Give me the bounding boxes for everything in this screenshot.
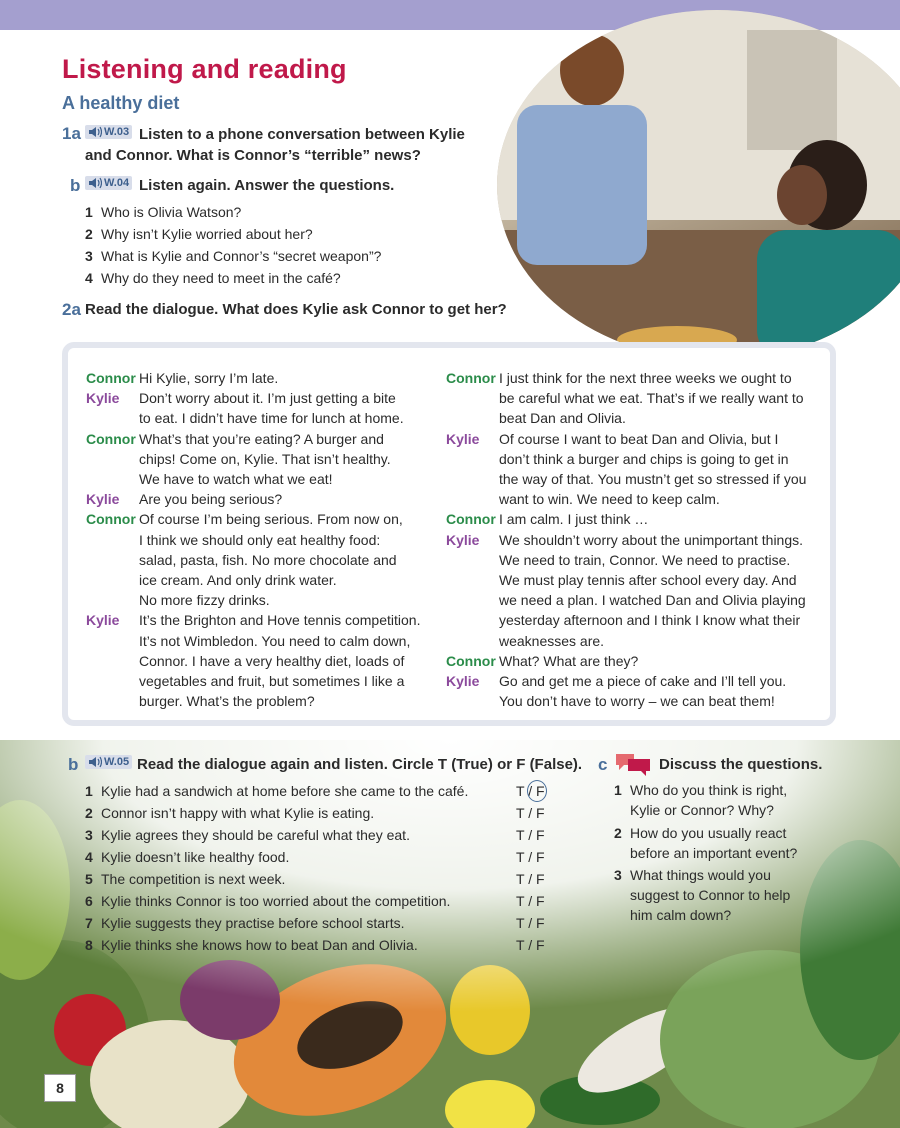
speaker-name: Connor (86, 430, 136, 447)
question-item (85, 202, 241, 222)
statement-item (85, 913, 404, 933)
statement-number: 7 (85, 915, 93, 931)
dialogue-line (446, 671, 826, 711)
dialogue-text: Hi Kylie, sorry I’m late. (139, 370, 279, 386)
question-number: 1 (85, 204, 93, 220)
dialogue-line (86, 489, 426, 509)
statement-text: Kylie suggests they practise before school starts. (101, 915, 405, 931)
speaker-name: Kylie (446, 531, 480, 548)
speaker-icon (88, 126, 102, 138)
question-text: Why isn’t Kylie worried about her? (101, 226, 313, 242)
exercise-1a-instruction-line2: and Connor. What is Connor’s “terrible” news? (85, 147, 421, 164)
speaker-name: Connor (86, 370, 136, 386)
dialogue-text: Don’t worry about it. I’m just getting a bite to eat. I didn’t have time for lunch at home. (139, 390, 404, 427)
cafe-photo (497, 10, 900, 360)
audio-track-w03-button[interactable] (85, 125, 132, 139)
dialogue-line (446, 651, 826, 671)
discussion-question (614, 865, 790, 925)
speaker-name: Kylie (446, 673, 480, 690)
audio-track-w04-button[interactable] (85, 176, 132, 190)
exercise-2c-number: c (598, 755, 608, 774)
statement-text: Connor isn’t happy with what Kylie is eating. (101, 805, 375, 821)
answer-circle-mark (527, 780, 547, 802)
question-text-line: Kylie or Connor? Why? (630, 802, 774, 818)
true-false-choice[interactable]: T / F (516, 871, 545, 887)
statement-text: Kylie agrees they should be careful what they eat. (101, 827, 410, 843)
question-item (85, 268, 341, 288)
question-text-line: What things would you (630, 867, 771, 883)
statement-text: Kylie doesn’t like healthy food. (101, 849, 290, 865)
question-number: 3 (85, 248, 93, 264)
page-title: Listening and reading (62, 54, 347, 84)
statement-number: 6 (85, 893, 93, 909)
statement-item (85, 869, 285, 889)
true-false-choice[interactable]: T / F (516, 827, 545, 843)
dialogue-box (62, 342, 836, 726)
speaker-name: Connor (86, 511, 136, 528)
statement-item (85, 803, 374, 823)
audio-track-label: W.05 (104, 756, 130, 768)
dialogue-text: What? What are they? (499, 652, 639, 669)
audio-track-label: W.03 (104, 126, 130, 138)
section-subtitle: A healthy diet (62, 93, 180, 113)
question-number: 2 (614, 825, 622, 841)
exercise-2c-instruction: Discuss the questions. (659, 756, 823, 773)
dialogue-text: I am calm. I just think … (499, 511, 649, 528)
dialogue-line (86, 368, 426, 388)
dialogue-line (86, 610, 426, 711)
true-false-choice[interactable]: T / F (516, 915, 545, 931)
speaker-name: Kylie (86, 491, 120, 508)
dialogue-text: Of course I’m being serious. From now on, I think we should only eat healthy food: salad, pasta, fish. No more chocolate and ice cream. And only drink water. No more fizzy drinks. (139, 511, 403, 609)
exercise-2b-number: b (68, 755, 79, 774)
question-text: What is Kylie and Connor’s “secret weapon”? (101, 248, 382, 264)
statement-number: 1 (85, 783, 93, 799)
question-text-line: Who do you think is right, (630, 782, 788, 798)
exercise-1b-number: b (70, 176, 81, 195)
question-number: 1 (614, 782, 622, 798)
question-text-line: before an important event? (630, 845, 798, 861)
question-text: Who is Olivia Watson? (101, 204, 242, 220)
statement-number: 5 (85, 871, 93, 887)
question-item (85, 224, 313, 244)
question-item (85, 246, 381, 266)
dialogue-text: It’s the Brighton and Hove tennis competition. It’s not Wimbledon. You need to calm down, Connor. I have a very healthy diet, loads of vegetables and fruit, but sometimes I like a burger. What’s the problem? (139, 612, 421, 710)
speaker-name: Kylie (86, 390, 120, 407)
statement-text: Kylie thinks Connor is too worried about the competition. (101, 893, 451, 909)
exercise-1a-instruction-line1: Listen to a phone conversation between Kylie (139, 126, 465, 143)
dialogue-text: Go and get me a piece of cake and I’ll tell you. You don’t have to worry – we can beat them! (499, 673, 787, 710)
statement-item (85, 891, 450, 911)
true-false-choice[interactable]: T / F (516, 849, 545, 865)
speaker-name: Kylie (86, 612, 120, 629)
dialogue-line (446, 509, 826, 529)
dialogue-text: What’s that you’re eating? A burger and chips! Come on, Kylie. That isn’t healthy. We have to watch what we eat! (139, 430, 391, 488)
true-false-choice[interactable]: T / F (516, 783, 545, 799)
dialogue-right-column (446, 368, 826, 711)
speaker-name: Kylie (446, 430, 480, 447)
dialogue-line (86, 509, 426, 610)
question-text: Why do they need to meet in the café? (101, 270, 341, 286)
page-number: 8 (44, 1074, 76, 1102)
statement-item (85, 935, 418, 955)
speaker-name: Connor (446, 370, 496, 386)
speaker-icon (88, 177, 102, 189)
audio-track-w05-button[interactable] (85, 755, 132, 769)
question-number: 4 (85, 270, 93, 286)
statement-item (85, 781, 468, 801)
dialogue-line (446, 530, 826, 651)
speaker-icon (88, 756, 102, 768)
dialogue-line (86, 388, 426, 428)
dialogue-left-column (86, 368, 426, 711)
discussion-question (614, 823, 797, 863)
question-text-line: suggest to Connor to help (630, 887, 791, 903)
dialogue-line (446, 429, 826, 510)
audio-track-label: W.04 (104, 177, 130, 189)
speaker-name: Connor (446, 511, 496, 528)
statement-text: The competition is next week. (101, 871, 286, 887)
exercise-2b-instruction: Read the dialogue again and listen. Circle T (True) or F (False). (137, 756, 583, 773)
true-false-choice[interactable]: T / F (516, 893, 545, 909)
dialogue-text: I just think for the next three weeks we ought to be careful what we eat. That’s if we really want to beat Dan and Olivia. (499, 370, 804, 427)
question-text-line: How do you usually react (630, 825, 787, 841)
dialogue-text: We shouldn’t worry about the unimportant things. We need to train, Connor. We need to practise. We must play tennis after school every day. And we need a plan. I watched Dan and Olivia playing yesterday afternoon and I think I know what their weaknesses are. (499, 531, 806, 649)
statement-text: Kylie thinks she knows how to beat Dan and Olivia. (101, 937, 418, 953)
question-number: 2 (85, 226, 93, 242)
speech-bubbles-icon (614, 752, 652, 776)
statement-text: Kylie had a sandwich at home before she came to the café. (101, 783, 469, 799)
exercise-2a-number: 2a (62, 300, 81, 319)
exercise-2a-instruction: Read the dialogue. What does Kylie ask Connor to get her? (85, 301, 507, 318)
statement-number: 2 (85, 805, 93, 821)
statement-number: 8 (85, 937, 93, 953)
speaker-name: Connor (446, 652, 496, 669)
statement-number: 4 (85, 849, 93, 865)
statement-item (85, 847, 289, 867)
true-false-choice[interactable]: T / F (516, 805, 545, 821)
discussion-question (614, 780, 787, 820)
exercise-1a-number: 1a (62, 124, 81, 143)
exercise-1b-instruction: Listen again. Answer the questions. (139, 177, 395, 194)
dialogue-line (86, 429, 426, 490)
statement-item (85, 825, 410, 845)
statement-number: 3 (85, 827, 93, 843)
dialogue-line (446, 368, 826, 429)
true-false-choice[interactable]: T / F (516, 937, 545, 953)
dialogue-text: Are you being serious? (139, 491, 283, 508)
question-text-line: him calm down? (630, 907, 732, 923)
question-number: 3 (614, 867, 622, 883)
dialogue-text: Of course I want to beat Dan and Olivia, but I don’t think a burger and chips is going to get in the way of that. You mustn’t get so stressed if you want to win. We need to keep calm. (499, 430, 807, 508)
